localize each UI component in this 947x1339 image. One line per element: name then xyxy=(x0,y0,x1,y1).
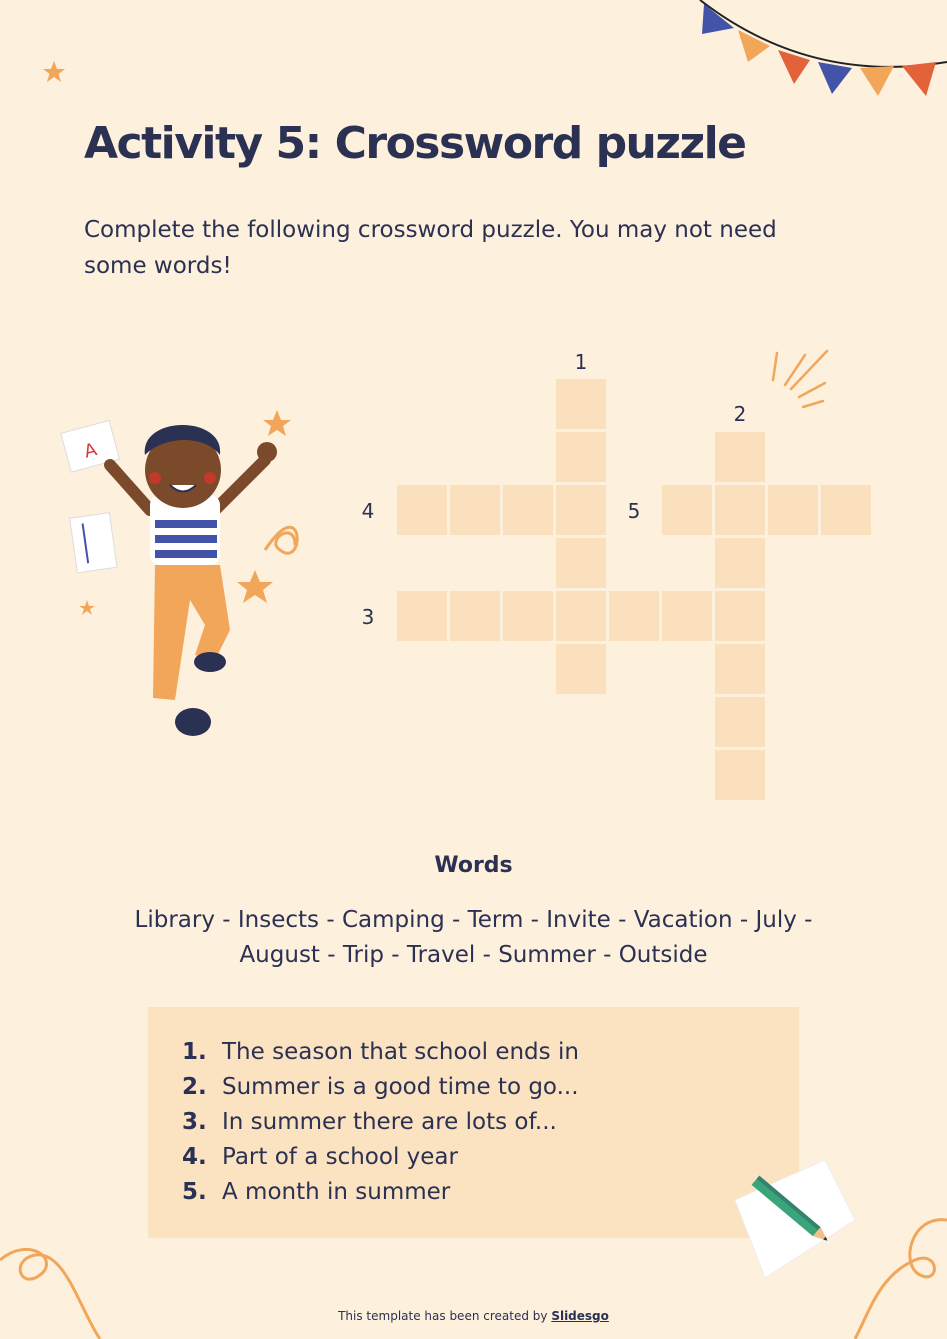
crossword-cell[interactable] xyxy=(768,485,818,535)
crossword-cell[interactable] xyxy=(397,485,447,535)
clue-number-2: 2 xyxy=(733,402,747,426)
crossword-cell[interactable] xyxy=(556,591,606,641)
crossword-cell[interactable] xyxy=(715,591,765,641)
instructions-text: Complete the following crossword puzzle. You may not need some words! xyxy=(84,217,777,279)
clue-item: 1. The season that school ends in xyxy=(182,1039,579,1065)
crossword-cell[interactable] xyxy=(556,485,606,535)
crossword-cell[interactable] xyxy=(556,644,606,694)
crossword-cell[interactable] xyxy=(662,485,712,535)
footer-credit: This template has been created by Slidesgo xyxy=(338,1309,609,1323)
clue-number-3: 3 xyxy=(361,605,375,629)
notebook-pencil-illustration xyxy=(725,1160,865,1285)
svg-text:A: A xyxy=(81,439,100,463)
crossword-cell[interactable] xyxy=(609,591,659,641)
crossword-cell[interactable] xyxy=(556,432,606,482)
crossword-cell[interactable] xyxy=(715,697,765,747)
clue-item: 5. A month in summer xyxy=(182,1179,451,1205)
clue-item: 2. Summer is a good time to go... xyxy=(182,1074,579,1100)
words-heading: Words xyxy=(434,853,513,878)
page-title: Activity 5: Crossword puzzle xyxy=(84,118,746,169)
crossword-cell[interactable] xyxy=(450,591,500,641)
clue-number-1: 1 xyxy=(574,350,588,374)
crossword-cell[interactable] xyxy=(821,485,871,535)
crossword-cell[interactable] xyxy=(397,591,447,641)
crossword-cell[interactable] xyxy=(450,485,500,535)
crossword-cell[interactable] xyxy=(715,432,765,482)
crossword-cell[interactable] xyxy=(662,591,712,641)
crossword-cell[interactable] xyxy=(556,538,606,588)
clue-item: 3. In summer there are lots of... xyxy=(182,1109,557,1135)
word-bank: Library - Insects - Camping - Term - Invite - Vacation - July - August - Trip - Travel - Summer - Outside xyxy=(134,907,813,968)
crossword-cell[interactable] xyxy=(715,485,765,535)
clue-number-4: 4 xyxy=(361,499,375,523)
crossword-cell[interactable] xyxy=(556,379,606,429)
crossword-cell[interactable] xyxy=(503,485,553,535)
crossword-cell[interactable] xyxy=(715,538,765,588)
clue-item: 4. Part of a school year xyxy=(182,1144,458,1170)
swirl-decoration xyxy=(0,1240,110,1339)
slidesgo-link[interactable]: Slidesgo xyxy=(551,1309,609,1323)
clue-number-5: 5 xyxy=(627,499,641,523)
crossword-cell[interactable] xyxy=(715,750,765,800)
crossword-cell[interactable] xyxy=(503,591,553,641)
crossword-cell[interactable] xyxy=(715,644,765,694)
clues-box xyxy=(148,1007,799,1238)
